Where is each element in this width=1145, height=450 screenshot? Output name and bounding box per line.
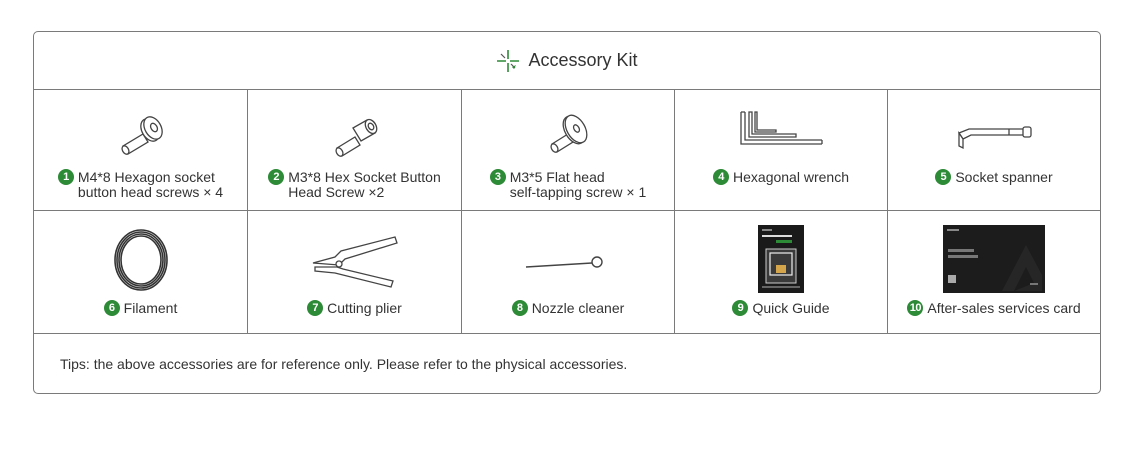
item-label: Cutting plier: [327, 300, 402, 316]
item-caption: [462, 301, 674, 316]
hex-wrench-icon: [675, 108, 887, 163]
item-label: Nozzle cleaner: [531, 300, 625, 316]
item-number-badge: 10: [907, 300, 923, 316]
hex-socket-screw-small-icon: [248, 108, 461, 163]
item-number-badge: 9: [732, 300, 748, 316]
item-label-line2: button head screws × 4: [77, 184, 224, 200]
kit-title: Accessory Kit: [528, 50, 638, 70]
filament-coil-icon: [34, 223, 247, 295]
item-number-badge: 7: [307, 300, 323, 316]
quick-guide-booklet-icon: [675, 223, 887, 295]
item-caption: [34, 301, 247, 316]
nozzle-cleaner-icon: [462, 223, 674, 295]
after-sales-card-icon: [888, 223, 1100, 295]
item-caption: [675, 301, 887, 316]
item-label: Filament: [123, 300, 178, 316]
item-number-badge: 6: [104, 300, 120, 316]
item-label: M3*5 Flat head: [509, 169, 605, 185]
accessory-item-flat-head-screw: [462, 90, 675, 211]
item-caption: [34, 170, 247, 200]
accessory-item-hexagon-socket-screw: [34, 90, 248, 211]
creality-logo-icon: [496, 49, 520, 73]
accessory-item-hexagonal-wrench: [675, 90, 888, 211]
item-number-badge: 8: [512, 300, 528, 316]
socket-spanner-icon: [888, 108, 1100, 163]
accessory-item-after-sales-card: [888, 211, 1100, 334]
item-number-badge: 2: [268, 169, 284, 185]
item-label: Hexagonal wrench: [733, 169, 849, 185]
accessory-item-cutting-plier: [248, 211, 462, 334]
item-number-badge: 4: [713, 169, 729, 185]
item-number-badge: 1: [58, 169, 74, 185]
item-caption: [675, 170, 887, 185]
item-caption: [888, 170, 1100, 185]
cutting-plier-icon: [248, 223, 461, 295]
item-label: After-sales services card: [927, 300, 1081, 316]
item-number-badge: 3: [490, 169, 506, 185]
hex-socket-screw-icon: [34, 108, 247, 163]
accessory-item-quick-guide: [675, 211, 888, 334]
accessory-item-hex-socket-button-screw: [248, 90, 462, 211]
item-label-line2: self-tapping screw × 1: [509, 184, 647, 200]
item-caption: [462, 170, 674, 200]
flat-head-screw-icon: [462, 108, 674, 163]
item-label: M4*8 Hexagon socket: [77, 169, 215, 185]
item-label: M3*8 Hex Socket Button: [288, 169, 441, 185]
item-caption: [248, 301, 461, 316]
item-number-badge: 5: [935, 169, 951, 185]
item-label: Quick Guide: [752, 300, 830, 316]
item-label-line2: Head Screw ×2: [288, 184, 385, 200]
item-caption: [888, 301, 1100, 316]
item-label: Socket spanner: [955, 169, 1053, 185]
accessory-item-socket-spanner: [888, 90, 1100, 211]
accessory-kit-table: [33, 31, 1101, 394]
accessory-item-filament: [34, 211, 248, 334]
accessory-item-nozzle-cleaner: [462, 211, 675, 334]
accessory-grid: [34, 90, 1100, 334]
item-caption: [248, 170, 461, 200]
kit-header: [34, 32, 1100, 90]
tips-note: Tips: the above accessories are for reference only. Please refer to the physical accessories.: [60, 356, 628, 372]
